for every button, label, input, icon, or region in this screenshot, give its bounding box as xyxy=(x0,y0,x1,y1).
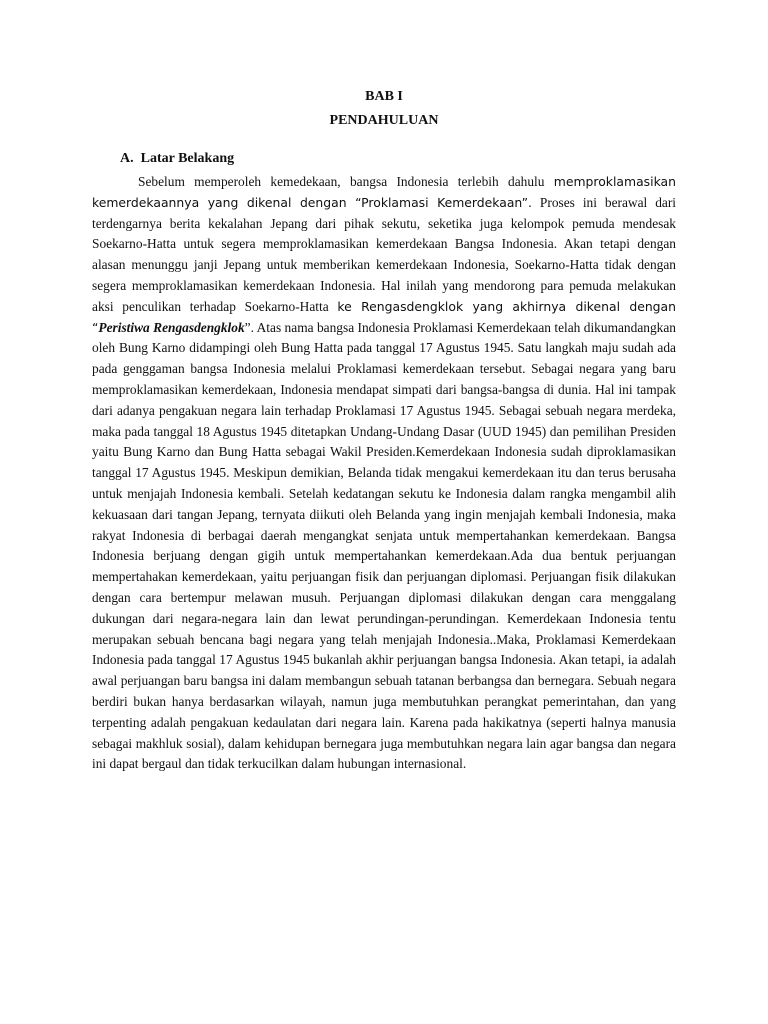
paragraph-text-7: Atas nama bangsa Indonesia Proklamasi Kemerdekaan telah dikumandangkan oleh Bung Karno didampingi oleh Bung Hatta pada tanggal 17 Agustus 1945. Satu langkah maju sudah ada pada genggaman bangsa Indonesia melalui Proklamasi kemerdekaan tersebut. Sebagai negara yang baru memproklamasikan kemerdekaan, Indonesia mendapat simpati dari bangsa-bangsa di dunia. Hal ini tampak dari adanya pengakuan negara lain terhadap Proklamasi 17 Agustus 1945. Sebagai sebuah negara merdeka, maka pada tanggal 18 Agustus 1945 ditetapkan Undang-Undang Dasar (UUD 1945) dan pemilihan Presiden yaitu Bung Karno dan Bung Hatta sebagai Wakil Presiden.Kemerdekaan Indonesia sudah diproklamasikan tanggal 17 Agustus 1945. Meskipun demikian, Belanda tidak mengakui kemerdekaan itu dan terus berusaha untuk menjajah Indonesia kembali. Setelah kedatangan sekutu ke Indonesia dalam rangka mengambil alih kekuasaan dari tangan Jepang, ternyata diikuti oleh Belanda yang ingin menjajah kembali Indonesia, maka rakyat Indonesia di berbagai daerah mengangkat senjata untuk mempertahankan kemerdekaan. Bangsa Indonesia berjuang dengan gigih untuk mempertahankan kemerdekaan.Ada dua bentuk perjuangan mempertahakan kemerdekaan, yaitu perjuangan fisik dan perjuangan diplomasi. Perjuangan fisik dilakukan dengan cara bertempur melawan musuh. Perjuangan diplomasi dilakukan dengan cara menggalang dukungan dari negara-negara lain dan lewat perundingan-perundingan. Kemerdekaan Indonesia tentu merupakan sebuah bencana bagi negara yang telah menjajah Indonesia..Maka, Proklamasi Kemerdekaan Indonesia pada tanggal 17 Agustus 1945 bukanlah akhir perjuangan bangsa Indonesia. Akan tetapi, ia adalah awal perjuangan baru bangsa ini dalam membangun sebuah tatanan berbangsa dan bernegara. Sebuah negara berdiri bukan hanya berdasarkan wilayah, namun juga membutuhkan perangkat pemerintahan, dan yang terpenting adalah pengakuan kedaulatan dari negara lain. Karena pada hakikatnya (seperti halnya manusia sebagai makhluk sosial), dalam kehidupan bernegara juga membutuhkan negara lain agar bangsa dan negara ini dapat bergaul dan tidak terkucilkan dalam hubungan internasional. xyxy=(92,319,676,772)
section-title: Latar Belakang xyxy=(140,151,235,166)
paragraph-text-3: Proses ini berawal dari terdengarnya berita kekalahan Jepang dari pihak sekutu, seketika juga kelompok pemuda mendesak Soekarno-Hatta untuk segera memproklamasikan kemerdekaan Bangsa Indonesia. Akan tetapi dengan alasan menunggu janji Jepang untuk memberikan kemerdekaan Indonesia, Soekarno-Hatta tidak dengan segera memproklamasikan kemerdekaan Indonesia. Hal inilah yang mendorong para pemuda melakukan aksi penculikan terhadap Soekarno-Hatta xyxy=(92,194,677,314)
paragraph-text-1: Sebelum memperoleh kemedekaan, bangsa Indonesia terlebih dahulu xyxy=(138,174,545,189)
paragraph-text-4: ke Rengasdengklok yang akhirnya dikenal dengan “ xyxy=(92,298,676,335)
chapter-heading: BAB I xyxy=(365,89,403,104)
paragraph-emphasis: Peristiwa Rengasdengklok xyxy=(98,319,245,335)
paragraph-text-2: memproklamasikan kemerdekaannya yang dikenal dengan “Proklamasi Kemerdekaan”. xyxy=(92,174,676,210)
section-heading xyxy=(120,151,234,167)
chapter-title: PENDAHULUAN xyxy=(329,113,439,128)
body-paragraph xyxy=(92,172,676,775)
paragraph-text-6: ”. xyxy=(244,319,254,335)
section-number: A. xyxy=(120,151,134,166)
